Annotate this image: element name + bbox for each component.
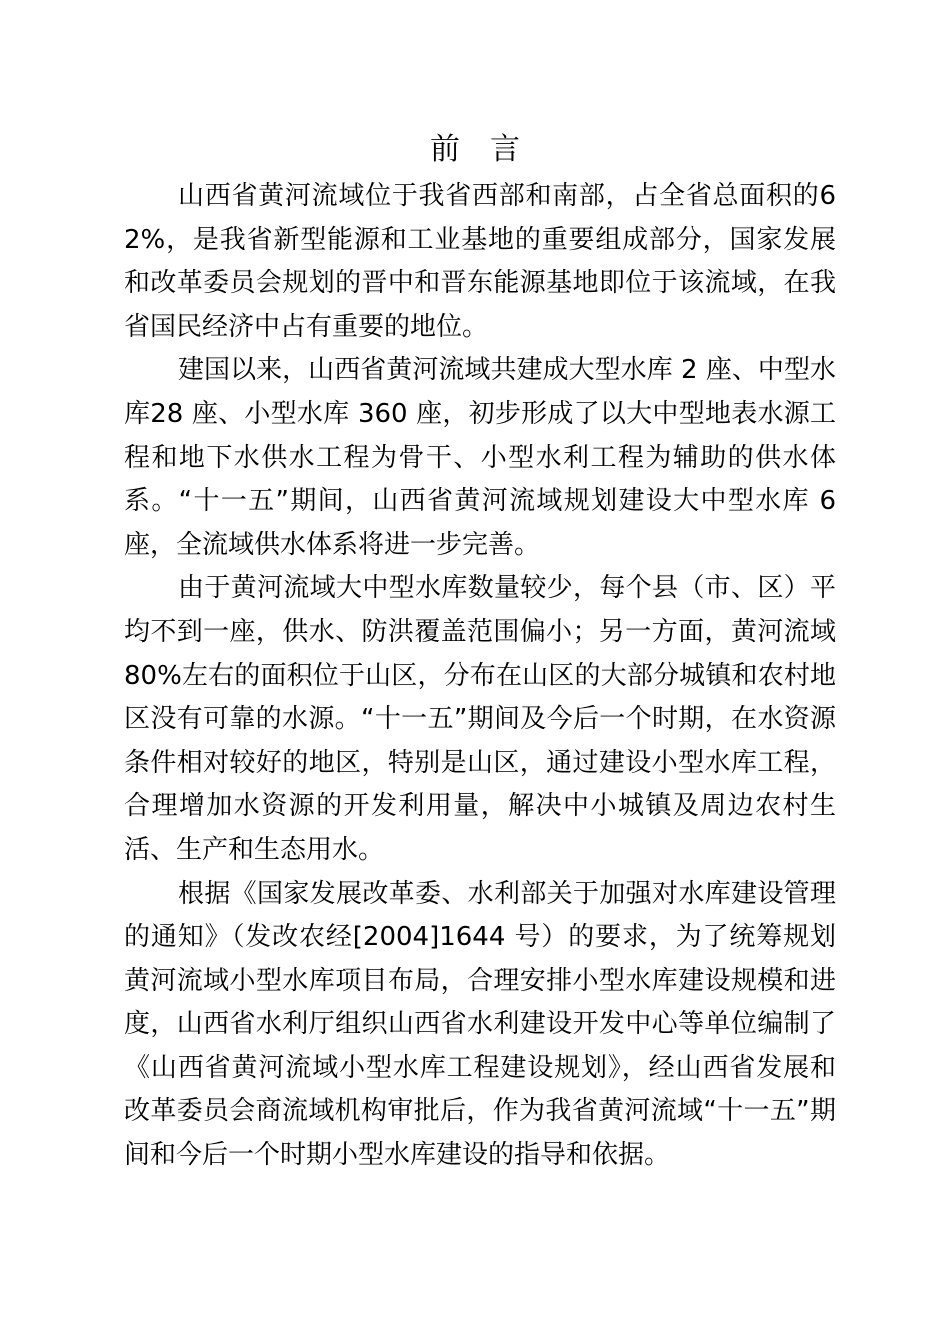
paragraph-3: 由于黄河流域大中型水库数量较少，每个县（市、区）平均不到一座，供水、防洪覆盖范围偏小；另一方面，黄河流域 80%左右的面积位于山区，分布在山区的大部分城镇和农村地区没有可靠的水源。“十一五”期间及今后一个时期，在水资源条件相对较好的地区，特别是山区，通过建设小型水库工程，合理增加水资源的开发利用量，解决中小城镇及周边农村生活、生产和生态用水。 [124, 573, 836, 865]
paragraph-1: 山西省黄河流域位于我省西部和南部，占全省总面积的62%，是我省新型能源和工业基地的重要组成部分，国家发展和改革委员会规划的晋中和晋东能源基地即位于该流域，在我省国民经济中占有重要的地位。 [124, 181, 836, 342]
body-text [124, 175, 836, 1178]
paragraph-4: 根据《国家发展改革委、水利部关于加强对水库建设管理的通知》（发改农经[2004]1644 号）的要求，为了统筹规划黄河流域小型水库项目布局，合理安排小型水库建设规模和进度，山西省水利厅组织山西省水利建设开发中心等单位编制了《山西省黄河流域小型水库工程建设规划》，经山西省发展和改革委员会商流域机构审批后，作为我省黄河流域“十一五”期间和今后一个时期小型水库建设的指导和依据。 [124, 878, 836, 1171]
paragraph-2: 建国以来，山西省黄河流域共建成大型水库 2 座、中型水库28 座、小型水库 360 座，初步形成了以大中型地表水源工程和地下水供水工程为骨干、小型水利工程为辅助的供水体系。“十一五”期间，山西省黄河流域规划建设大中型水库 6 座，全流域供水体系将进一步完善。 [124, 355, 836, 560]
page-title: 前言 [430, 132, 550, 167]
